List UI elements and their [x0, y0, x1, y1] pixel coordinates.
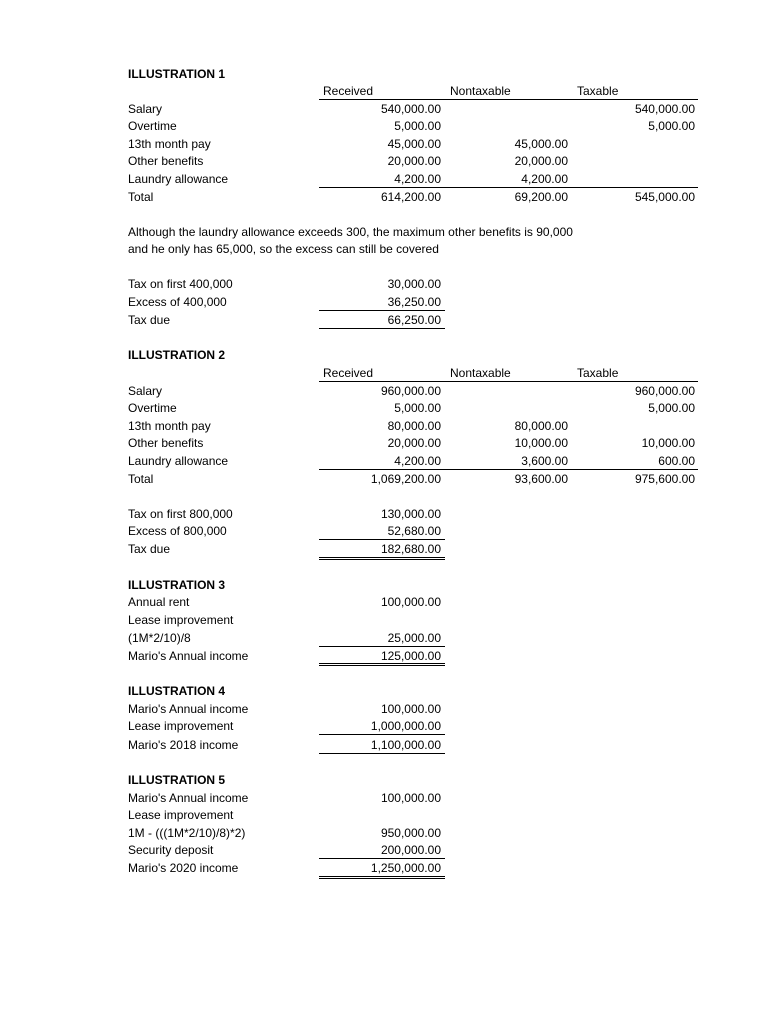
- received-value: 5,000.00: [394, 401, 441, 415]
- header-underline: [319, 381, 698, 382]
- result-label: Mario's 2020 income: [128, 861, 239, 875]
- result-double-underline: [319, 876, 445, 879]
- tax-due-underline: [319, 328, 445, 329]
- total-taxable: 975,600.00: [634, 472, 695, 486]
- taxable-value: 5,000.00: [648, 119, 695, 133]
- tax-due-value: 66,250.00: [387, 313, 441, 327]
- row-label: Lease improvement: [128, 719, 234, 733]
- taxable-value: 600.00: [658, 454, 695, 468]
- taxable-value: 960,000.00: [634, 384, 695, 398]
- received-value: 4,200.00: [394, 454, 441, 468]
- row-label: Other benefits: [128, 154, 204, 168]
- row-label: Overtime: [128, 401, 177, 415]
- note-line-1: Although the laundry allowance exceeds 300, the maximum other benefits is 90,000: [128, 225, 573, 239]
- tax-due-double-underline: [319, 557, 445, 560]
- nontaxable-value: 4,200.00: [521, 172, 568, 186]
- nontaxable-value: 45,000.00: [514, 137, 568, 151]
- total-nontaxable: 69,200.00: [514, 190, 568, 204]
- nontaxable-value: 10,000.00: [514, 436, 568, 450]
- total-taxable: 545,000.00: [634, 190, 695, 204]
- total-received: 614,200.00: [380, 190, 441, 204]
- received-value: 5,000.00: [394, 119, 441, 133]
- total-received: 1,069,200.00: [370, 472, 441, 486]
- sum-rule: [319, 734, 445, 735]
- result-value: 1,100,000.00: [370, 738, 441, 752]
- row-label: Lease improvement: [128, 808, 234, 822]
- total-label: Total: [128, 472, 154, 486]
- header-taxable: Taxable: [577, 366, 619, 380]
- taxable-value: 10,000.00: [641, 436, 695, 450]
- row-label: Lease improvement: [128, 613, 234, 627]
- received-value: 20,000.00: [387, 436, 441, 450]
- row-label: 13th month pay: [128, 419, 211, 433]
- total-label: Total: [128, 190, 154, 204]
- header-taxable: Taxable: [577, 84, 619, 98]
- tax-value: 130,000.00: [380, 507, 441, 521]
- sum-rule: [319, 646, 445, 647]
- tax-label: Tax on first 800,000: [128, 507, 233, 521]
- received-value: 960,000.00: [380, 384, 441, 398]
- tax-value: 52,680.00: [387, 524, 441, 538]
- header-nontaxable: Nontaxable: [450, 84, 511, 98]
- received-value: 80,000.00: [387, 419, 441, 433]
- received-value: 45,000.00: [387, 137, 441, 151]
- nontaxable-value: 3,600.00: [521, 454, 568, 468]
- header-nontaxable: Nontaxable: [450, 366, 511, 380]
- header-underline: [319, 99, 698, 100]
- received-value: 20,000.00: [387, 154, 441, 168]
- row-value: 100,000.00: [380, 595, 441, 609]
- row-label: Other benefits: [128, 436, 204, 450]
- result-value: 125,000.00: [380, 649, 441, 663]
- row-label: Annual rent: [128, 595, 190, 609]
- sum-rule: [319, 858, 445, 859]
- row-label: Mario's Annual income: [128, 791, 249, 805]
- result-label: Mario's Annual income: [128, 649, 249, 663]
- taxable-value: 540,000.00: [634, 102, 695, 116]
- illustration-3-title: ILLUSTRATION 3: [128, 578, 226, 592]
- row-label: Laundry allowance: [128, 454, 229, 468]
- total-rule: [319, 469, 698, 470]
- header-received: Received: [323, 366, 374, 380]
- illustration-5-title: ILLUSTRATION 5: [128, 773, 226, 787]
- row-value: 1,000,000.00: [370, 719, 441, 733]
- note-line-2: and he only has 65,000, so the excess can still be covered: [128, 242, 439, 256]
- row-value: 25,000.00: [387, 631, 441, 645]
- tax-label: Tax on first 400,000: [128, 277, 233, 291]
- received-value: 4,200.00: [394, 172, 441, 186]
- tax-label: Excess of 800,000: [128, 524, 227, 538]
- result-value: 1,250,000.00: [370, 861, 441, 875]
- tax-value: 30,000.00: [387, 277, 441, 291]
- header-received: Received: [323, 84, 374, 98]
- nontaxable-value: 80,000.00: [514, 419, 568, 433]
- tax-due-value: 182,680.00: [380, 542, 441, 556]
- total-nontaxable: 93,600.00: [514, 472, 568, 486]
- row-label: 1M - (((1M*2/10)/8)*2): [128, 826, 246, 840]
- tax-rule: [319, 539, 445, 540]
- illustration-2-title: ILLUSTRATION 2: [128, 348, 226, 362]
- row-value: 950,000.00: [380, 826, 441, 840]
- taxable-value: 5,000.00: [648, 401, 695, 415]
- result-double-underline: [319, 663, 445, 666]
- result-underline: [319, 753, 445, 754]
- tax-label: Excess of 400,000: [128, 295, 227, 309]
- row-label: Laundry allowance: [128, 172, 229, 186]
- row-value: 100,000.00: [380, 791, 441, 805]
- row-label: 13th month pay: [128, 137, 211, 151]
- illustration-1-title: ILLUSTRATION 1: [128, 67, 226, 81]
- tax-value: 36,250.00: [387, 295, 441, 309]
- row-label: Overtime: [128, 119, 177, 133]
- row-value: 200,000.00: [380, 843, 441, 857]
- result-label: Mario's 2018 income: [128, 738, 239, 752]
- tax-rule: [319, 310, 445, 311]
- tax-due-label: Tax due: [128, 313, 171, 327]
- row-label: Salary: [128, 384, 163, 398]
- nontaxable-value: 20,000.00: [514, 154, 568, 168]
- row-label: Security deposit: [128, 843, 214, 857]
- received-value: 540,000.00: [380, 102, 441, 116]
- row-label: Salary: [128, 102, 163, 116]
- tax-due-label: Tax due: [128, 542, 171, 556]
- illustration-4-title: ILLUSTRATION 4: [128, 684, 226, 698]
- row-label: (1M*2/10)/8: [128, 631, 191, 645]
- row-label: Mario's Annual income: [128, 702, 249, 716]
- total-rule: [319, 187, 698, 188]
- row-value: 100,000.00: [380, 702, 441, 716]
